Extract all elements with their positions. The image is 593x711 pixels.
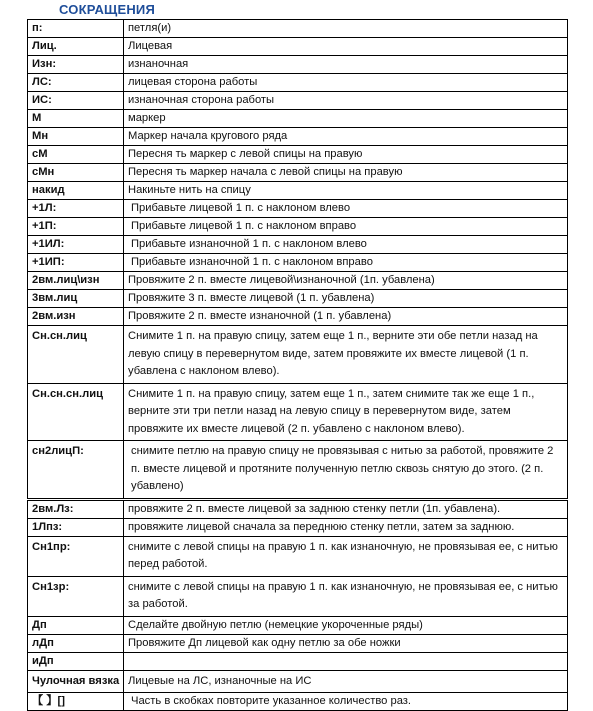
abbr-definition: Провяжите Дп лицевой как одну петлю за обе ножки [124, 634, 568, 652]
abbr-term: ИС: [28, 92, 124, 110]
abbr-term: иДп [28, 652, 124, 670]
abbr-term: 【 】[] [28, 693, 124, 711]
table-row [28, 272, 568, 290]
abbr-definition: Провяжите 3 п. вместе лицевой (1 п. убавлена) [124, 290, 568, 308]
table-row [28, 182, 568, 200]
abbr-term: 2вм.лиц\изн [28, 272, 124, 290]
table-row [28, 254, 568, 272]
abbr-definition: петля(и) [124, 20, 568, 38]
table-row [28, 164, 568, 182]
abbr-term: 2вм.изн [28, 308, 124, 326]
table-row [28, 383, 568, 441]
abbr-definition: Пересня ть маркер начала с левой спицы на правую [124, 164, 568, 182]
abbr-term: Дп [28, 616, 124, 634]
abbr-definition: Сделайте двойную петлю (немецкие укороченные ряды) [124, 616, 568, 634]
abbr-term: Чулочная вязка [28, 670, 124, 693]
table-row [28, 110, 568, 128]
abbr-term: +1Л: [28, 200, 124, 218]
table-row [28, 536, 568, 576]
abbr-definition: снимите с левой спицы на правую 1 п. как изнаночную, не провязывая ее, с нитью перед работой. [124, 536, 568, 576]
table-row [28, 616, 568, 634]
table-row [28, 326, 568, 384]
abbr-definition: Пересня ть маркер с левой спицы на правую [124, 146, 568, 164]
abbr-term: сМ [28, 146, 124, 164]
table-row [28, 576, 568, 616]
table-row [28, 38, 568, 56]
abbr-definition: Маркер начала кругового ряда [124, 128, 568, 146]
abbr-term: М [28, 110, 124, 128]
abbr-term: Мн [28, 128, 124, 146]
abbr-definition: Прибавьте изнаночной 1 п. с наклоном влево [124, 236, 568, 254]
table-row [28, 56, 568, 74]
abbr-term: 3вм.лиц [28, 290, 124, 308]
abbr-term: +1П: [28, 218, 124, 236]
abbr-definition: изнаночная [124, 56, 568, 74]
abbr-definition: Часть в скобках повторите указанное количество раз. [124, 693, 568, 711]
abbr-term: Сн.сн.сн.лиц [28, 383, 124, 441]
abbr-term: Лиц. [28, 38, 124, 56]
abbr-term: Сн1пр: [28, 536, 124, 576]
abbr-term: Сн1зр: [28, 576, 124, 616]
abbr-definition: Провяжите 2 п. вместе лицевой\изнаночной (1п. убавлена) [124, 272, 568, 290]
abbr-definition: Прибавьте лицевой 1 п. с наклоном вправо [124, 218, 568, 236]
abbr-term: накид [28, 182, 124, 200]
abbr-definition: снимите с левой спицы на правую 1 п. как изнаночную, не провязывая ее, с нитью за работой. [124, 576, 568, 616]
abbr-definition [124, 652, 568, 670]
abbr-definition: провяжите 2 п. вместе лицевой за заднюю стенку петли (1п. убавлена). [124, 499, 568, 518]
abbreviations-table [27, 19, 568, 711]
table-row [28, 146, 568, 164]
abbr-definition: лицевая сторона работы [124, 74, 568, 92]
table-row [28, 290, 568, 308]
abbr-term: +1ИП: [28, 254, 124, 272]
abbr-definition: Провяжите 2 п. вместе изнаночной (1 п. убавлена) [124, 308, 568, 326]
table-row [28, 499, 568, 518]
table-row [28, 518, 568, 536]
table-row [28, 74, 568, 92]
abbr-definition: Снимите 1 п. на правую спицу, затем еще 1 п., затем снимите так же еще 1 п., верните эти три петли назад на левую спицу в перевернутом виде, затем провяжите их вместе лицевой (2 п. убавлено с наклоном влево). [124, 383, 568, 441]
abbr-term: ЛС: [28, 74, 124, 92]
abbr-term: +1ИЛ: [28, 236, 124, 254]
abbr-definition: Прибавьте лицевой 1 п. с наклоном влево [124, 200, 568, 218]
table-row [28, 128, 568, 146]
table-row [28, 634, 568, 652]
table-row [28, 652, 568, 670]
abbr-definition: Лицевые на ЛС, изнаночные на ИС [124, 670, 568, 693]
abbr-definition: Снимите 1 п. на правую спицу, затем еще 1 п., верните эти обе петли назад на левую спицу в перевернутом виде, затем провяжите их вместе лицевой (1 п. убавлена с наклоном влево). [124, 326, 568, 384]
page-title: СОКРАЩЕНИЯ [59, 2, 156, 17]
abbr-definition: Лицевая [124, 38, 568, 56]
abbr-term: Сн.сн.лиц [28, 326, 124, 384]
table-row [28, 200, 568, 218]
abbr-definition: Накиньте нить на спицу [124, 182, 568, 200]
abbr-definition: снимите петлю на правую спицу не провязывая с нитью за работой, провяжите 2 п. вместе лицевой и протяните полученную петлю сквозь снятую до этого. (2 п. убавлено) [124, 441, 568, 500]
table-row [28, 308, 568, 326]
abbr-definition: Прибавьте изнаночной 1 п. с наклоном вправо [124, 254, 568, 272]
abbr-term: 1Лпз: [28, 518, 124, 536]
table-row [28, 20, 568, 38]
abbr-term: 2вм.Лз: [28, 499, 124, 518]
table-row [28, 92, 568, 110]
abbr-term: лДп [28, 634, 124, 652]
abbr-term: п: [28, 20, 124, 38]
table-row [28, 236, 568, 254]
abbr-term: сМн [28, 164, 124, 182]
abbr-definition: маркер [124, 110, 568, 128]
table-row [28, 441, 568, 500]
abbr-definition: изнаночная сторона работы [124, 92, 568, 110]
table-row [28, 693, 568, 711]
abbr-term: сн2лицП: [28, 441, 124, 500]
abbr-definition: провяжите лицевой сначала за переднюю стенку петли, затем за заднюю. [124, 518, 568, 536]
table-row [28, 670, 568, 693]
abbr-term: Изн: [28, 56, 124, 74]
table-row [28, 218, 568, 236]
